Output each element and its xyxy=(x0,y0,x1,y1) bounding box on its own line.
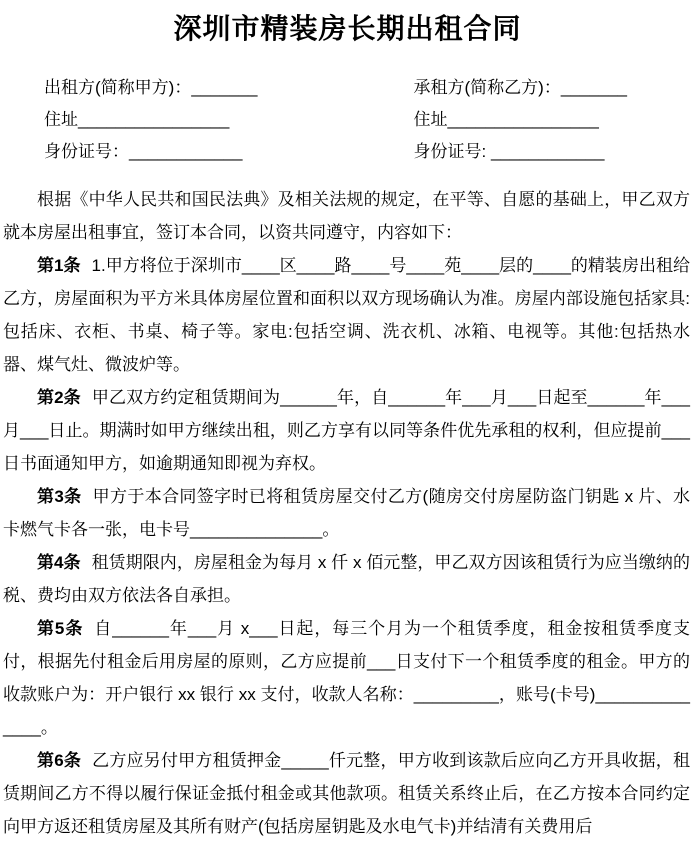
clause-6 xyxy=(3,744,690,843)
clause-1-text: 1.甲方将位于深圳市____区____路____号____苑____层的____的精装房出租给乙方，房屋面积为平方米具体房屋位置和面积以双方现场确认为准。房屋内部设施包括家具:包括床、衣柜、书桌、椅子等。家电:包括空调、洗衣机、冰箱、电视等。其他:包括热水器、煤气灶、微波炉等。 xyxy=(3,256,690,374)
clause-2-text: 甲乙双方约定租赁期间为______年，自______年___月___日起至______年___月___日止。期满时如甲方继续出租，则乙方享有以同等条件优先承租的权利，但应提前___日书面通知甲方，如逾期通知即视为弃权。 xyxy=(3,388,690,473)
lessee-info xyxy=(348,72,695,168)
clause-2-label: 第2条 xyxy=(37,388,81,407)
lessee-id-line: 身份证号: ____________ xyxy=(413,142,605,161)
clause-4-text: 租赁期限内，房屋租金为每月 x 仟 x 佰元整，甲乙双方因该租赁行为应当缴纳的税、费均由双方依法各自承担。 xyxy=(3,553,690,605)
clause-3-label: 第3条 xyxy=(37,487,82,506)
clause-3-text: 甲方于本合同签字时已将租赁房屋交付乙方(随房交付房屋防盗门钥匙 x 片、水卡燃气卡各一张，电卡号______________。 xyxy=(3,487,690,539)
clause-6-text: 乙方应另付甲方租赁押金_____仟元整，甲方收到该款后应向乙方开具收据，租赁期间乙方不得以履行保证金抵付租金或其他款项。租赁关系终止后，在乙方按本合同约定向甲方返还租赁房屋及其所有财产(包括房屋钥匙及水电气卡)并结清有关费用后 xyxy=(3,751,690,836)
intro-text: 根据《中华人民共和国民法典》及相关法规的规定，在平等、自愿的基础上，甲乙双方就本房屋出租事宜，签订本合同，以资共同遵守，内容如下： xyxy=(3,190,690,242)
clause-4 xyxy=(3,546,690,612)
document-title: 深圳市精装房长期出租合同 xyxy=(173,13,522,44)
lessor-address-line: 住址________________ xyxy=(44,110,230,129)
clause-6-label: 第6条 xyxy=(37,751,82,770)
contract-body xyxy=(0,183,695,843)
parties-section xyxy=(0,72,695,168)
intro-paragraph xyxy=(3,183,690,249)
clause-2 xyxy=(3,381,690,480)
lessor-id-line: 身份证号：____________ xyxy=(44,142,243,161)
clause-5-label: 第5条 xyxy=(37,619,84,638)
lessee-address-line: 住址________________ xyxy=(413,110,599,129)
clause-5-text: 自______年___月 x___日起，每三个月为一个租赁季度，租金按租赁季度支付，根据先付租金后用房屋的原则，乙方应提前___日支付下一个租赁季度的租金。甲方的收款账户为：开户银行 xx 银行 xx 支付，收款人名称：_________，账号(卡号)______________。 xyxy=(3,619,690,737)
clause-4-label: 第4条 xyxy=(37,553,81,572)
clause-5 xyxy=(3,612,690,744)
lessor-name-line: 出租方(简称甲方)：_______ xyxy=(44,78,258,97)
clause-1 xyxy=(3,249,690,381)
lessee-name-line: 承租方(简称乙方)：_______ xyxy=(413,78,628,97)
clause-3 xyxy=(3,480,690,546)
clause-1-label: 第1条 xyxy=(37,256,81,275)
lessor-info xyxy=(0,72,348,168)
